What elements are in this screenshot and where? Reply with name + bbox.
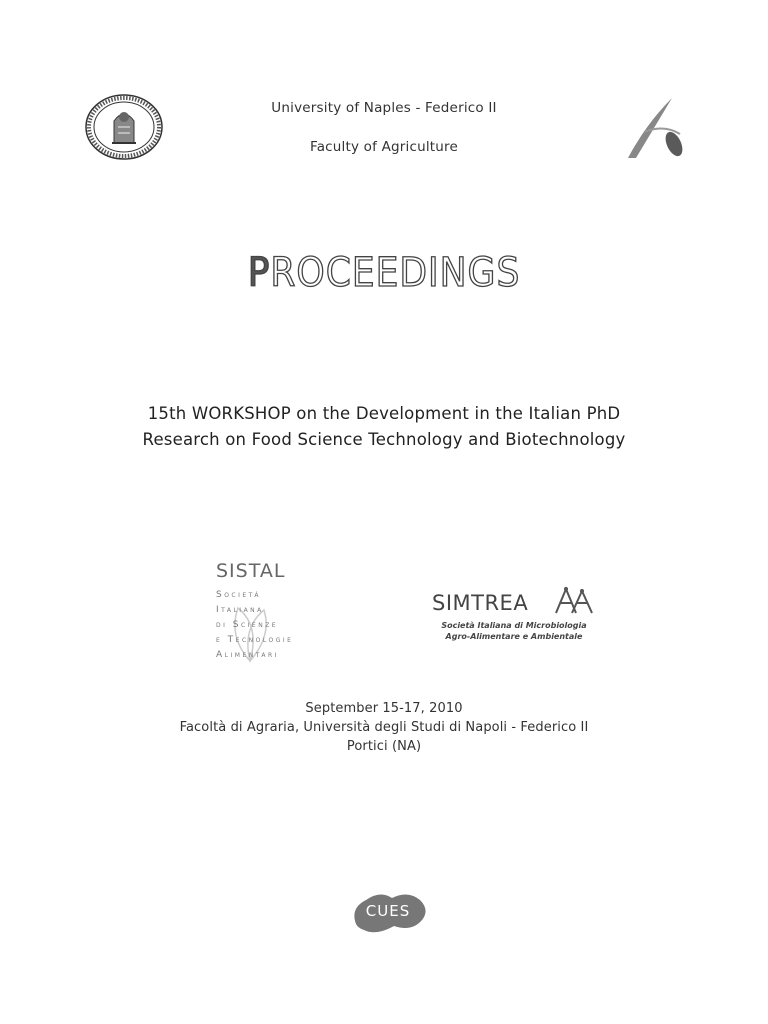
workshop-title-line2: Research on Food Science Technology and Biotechnology — [142, 430, 626, 449]
sistal-line: Italiana — [216, 605, 264, 615]
title-first-letter: P — [247, 250, 271, 296]
simtrea-logo — [428, 585, 598, 647]
event-location: Portici (NA) — [346, 739, 422, 754]
event-dates: September 15-17, 2010 — [305, 701, 463, 716]
simtrea-line1: Società Italiana di Microbiologia — [441, 621, 587, 630]
cues-publisher-logo — [346, 884, 430, 936]
sistal-subtitle — [216, 588, 293, 663]
page-title — [0, 250, 768, 296]
title-rest: ROCEEDINGS — [270, 250, 521, 296]
sistal-line: di Scienze — [216, 620, 279, 630]
workshop-title-line1: 15th WORKSHOP on the Development in the Italian PhD — [147, 404, 621, 423]
simtrea-line2: Agro-Alimentare e Ambientale — [445, 632, 583, 641]
sistal-line: e Tecnologie — [216, 635, 294, 645]
cues-name: CUES — [365, 902, 411, 920]
university-name: University of Naples - Federico II — [271, 100, 497, 116]
sistal-name: SISTAL — [216, 560, 286, 582]
faculty-name: Faculty of Agriculture — [309, 139, 459, 155]
microbe-icon — [554, 585, 594, 615]
sistal-logo — [212, 556, 312, 668]
sistal-line: Società — [216, 590, 261, 600]
sistal-line: Alimentari — [216, 650, 279, 660]
simtrea-name: SIMTREA — [432, 591, 529, 615]
event-venue: Facoltà di Agraria, Università degli Studi di Napoli - Federico II — [179, 720, 589, 735]
